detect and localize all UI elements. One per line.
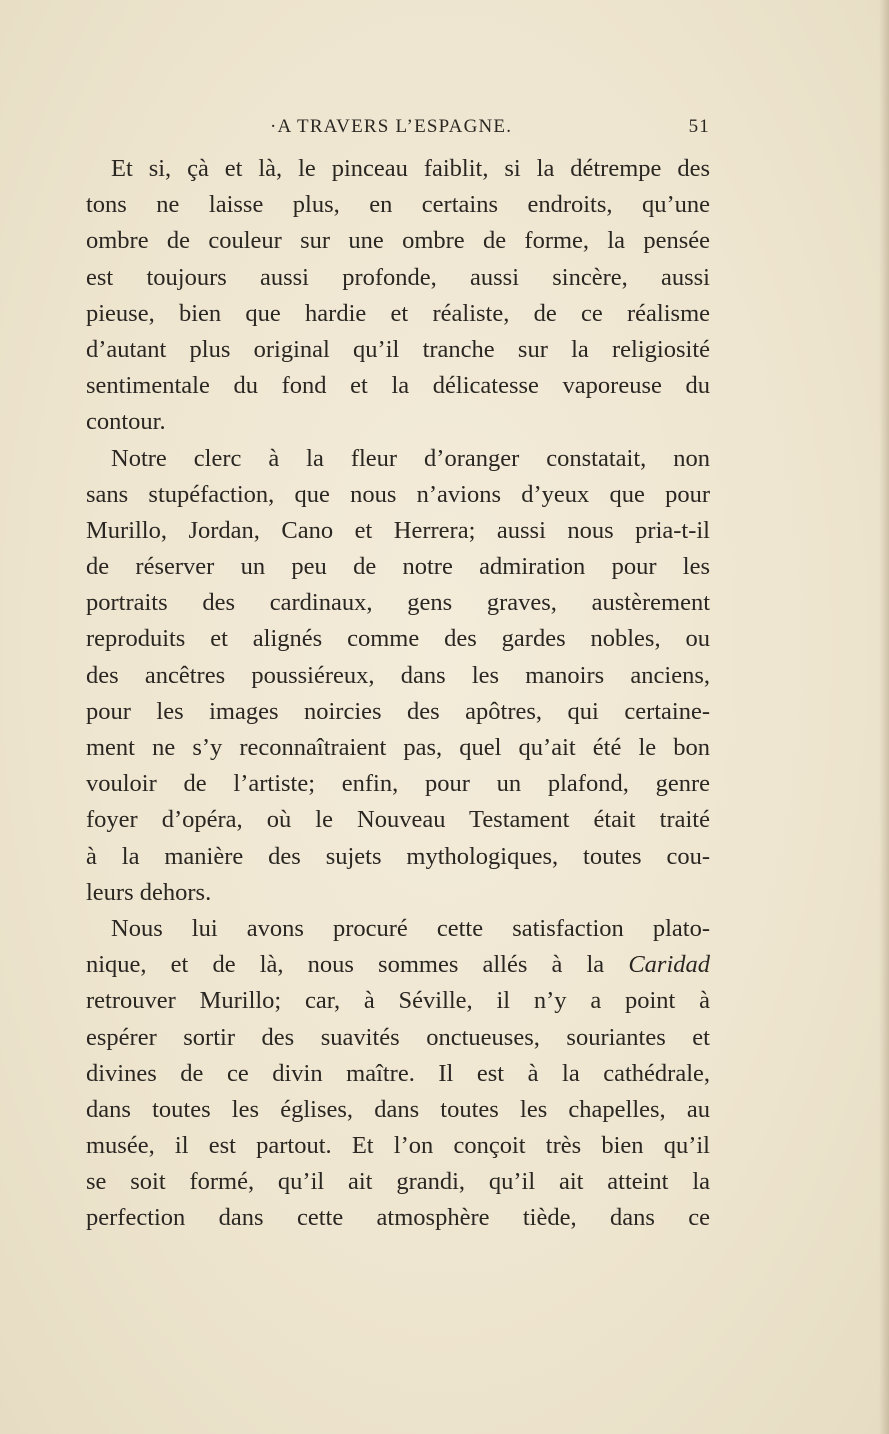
text-line: vouloir de l’artiste; enfin, pour un plafond, genre: [86, 770, 710, 798]
text-line: ment ne s’y reconnaîtraient pas, quel qu’ait été le bon: [86, 734, 710, 761]
body-text: [86, 151, 710, 1237]
italic-word: Caridad: [628, 951, 710, 979]
text-line: leurs dehors.: [86, 878, 212, 906]
text-line: Notre clerc à la fleur d’oranger constatait, non: [111, 444, 710, 472]
text-line: perfection dans cette atmosphère tiède, dans ce: [86, 1204, 710, 1232]
text-line: sans stupéfaction, que nous n’avions d’yeux que pour: [86, 480, 710, 508]
text-line: musée, il est partout. Et l’on conçoit très bien qu’il: [86, 1132, 710, 1160]
page-edge-shadow: [879, 0, 889, 1434]
text-line: se soit formé, qu’il ait grandi, qu’il ait atteint la: [86, 1168, 710, 1196]
text-line: est toujours aussi profonde, aussi sincère, aussi: [86, 263, 710, 291]
running-title: ·A TRAVERS L’ESPAGNE.: [270, 116, 513, 137]
text-line: tons ne laisse plus, en certains endroits, qu’une: [86, 191, 710, 219]
text-line: foyer d’opéra, où le Nouveau Testament était traité: [86, 806, 710, 834]
text-line: Murillo, Jordan, Cano et Herrera; aussi nous pria-t-il: [86, 516, 710, 544]
text-line: à la manière des sujets mythologiques, toutes cou-: [86, 842, 710, 870]
text-line-with-italic: [86, 947, 710, 983]
text-line-part: nique, et de là, nous sommes allés à la: [86, 951, 629, 979]
text-line: des ancêtres poussiéreux, dans les manoirs anciens,: [86, 661, 710, 689]
text-line: de réserver un peu de notre admiration pour les: [86, 553, 710, 581]
running-header: [86, 116, 710, 142]
text-line: espérer sortir des suavités onctueuses, souriantes et: [86, 1023, 710, 1051]
text-line: pour les images noircies des apôtres, qui certaine-: [86, 697, 710, 725]
text-line: reproduits et alignés comme des gardes nobles, ou: [86, 625, 710, 653]
text-line: d’autant plus original qu’il tranche sur la religiosité: [86, 335, 710, 363]
text-line: sentimentale du fond et la délicatesse vaporeuse du: [86, 372, 710, 400]
text-line: Et si, çà et là, le pinceau faiblit, si la détrempe des: [111, 155, 710, 182]
text-line: dans toutes les églises, dans toutes les chapelles, au: [86, 1095, 710, 1123]
text-line: pieuse, bien que hardie et réaliste, de ce réalisme: [86, 299, 710, 327]
text-line: retrouver Murillo; car, à Séville, il n’y a point à: [86, 987, 710, 1015]
page-number: 51: [688, 116, 710, 137]
text-line: contour.: [86, 408, 166, 436]
text-line: ombre de couleur sur une ombre de forme, la pensée: [86, 227, 710, 255]
text-line: portraits des cardinaux, gens graves, austèrement: [86, 589, 710, 617]
text-line: divines de ce divin maître. Il est à la cathédrale,: [86, 1059, 710, 1087]
text-line: Nous lui avons procuré cette satisfaction plato-: [111, 914, 710, 942]
